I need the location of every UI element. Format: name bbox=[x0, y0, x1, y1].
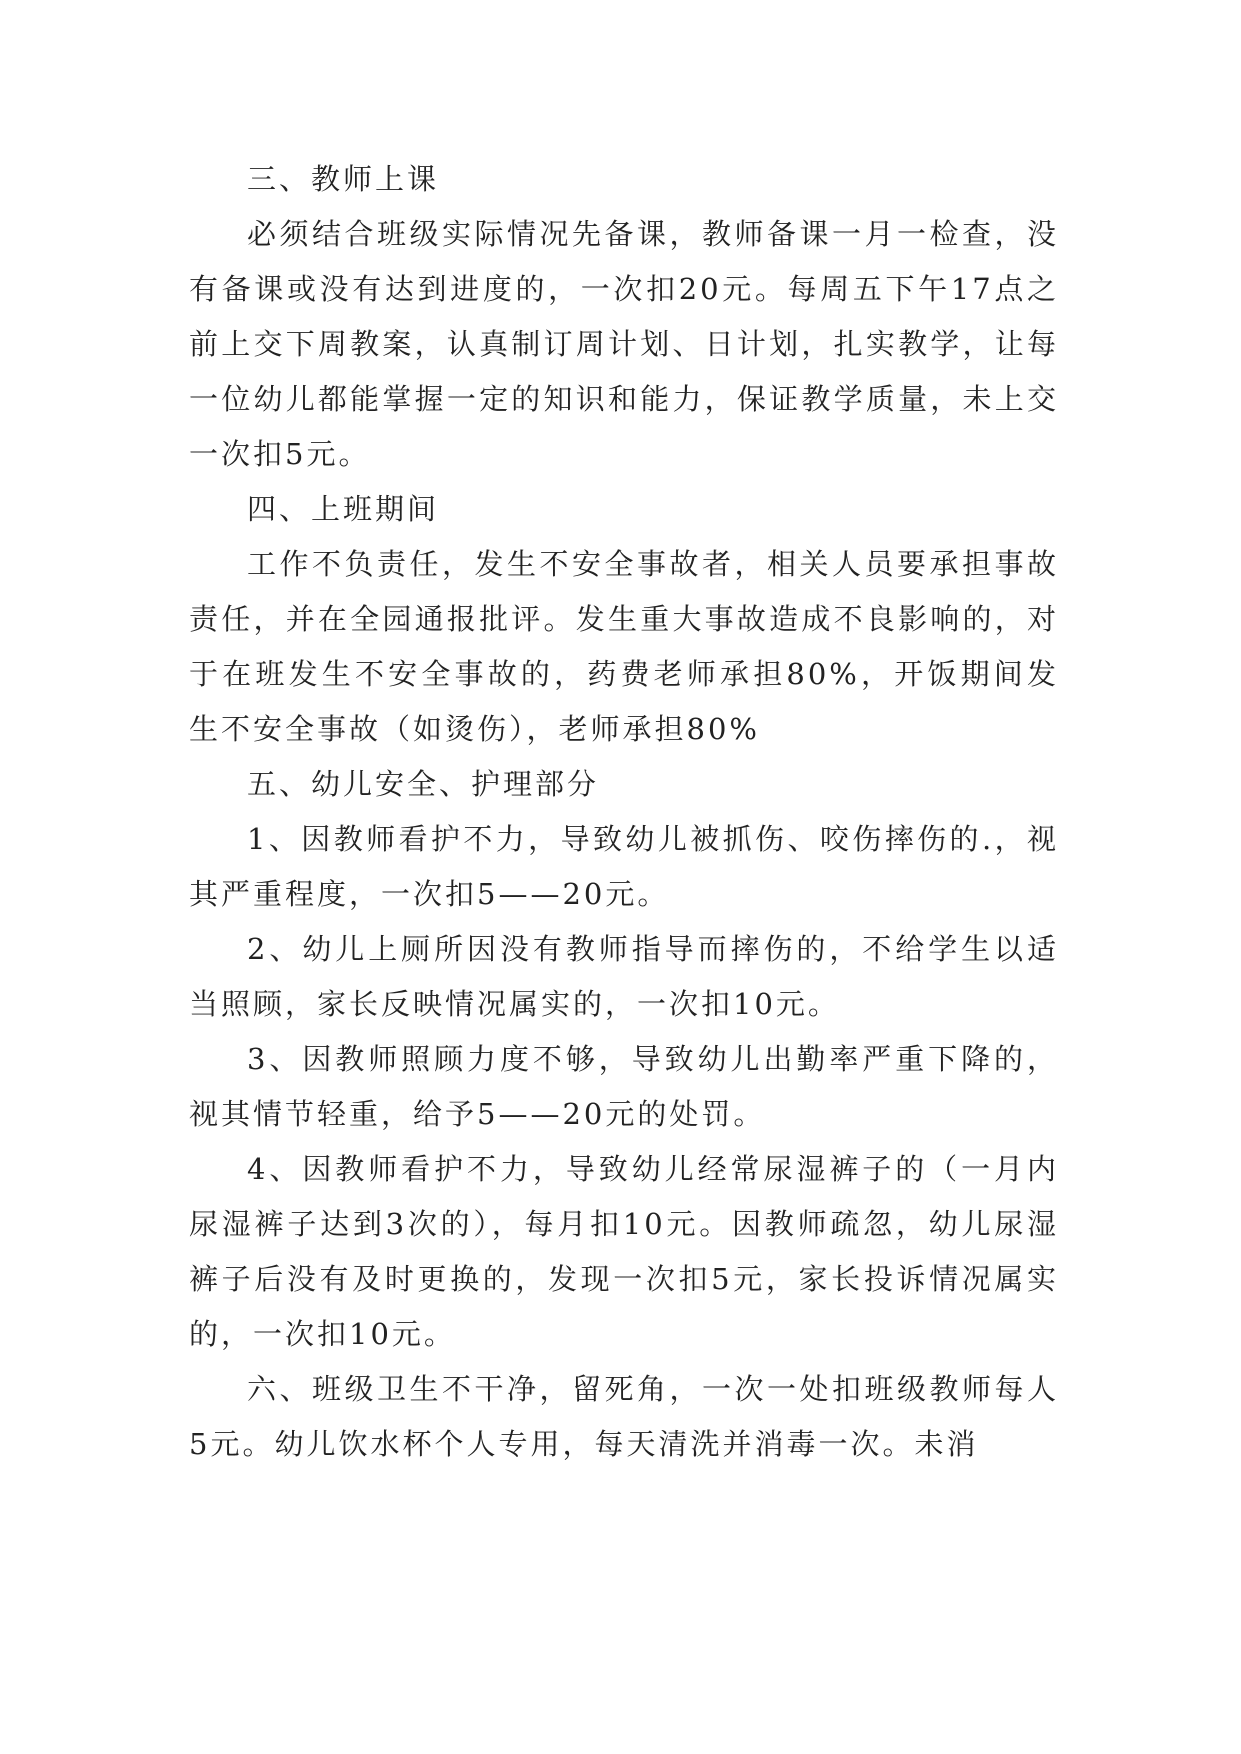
section-heading-4: 四、上班期间 bbox=[247, 492, 440, 526]
paragraph-safety-2: 2、幼儿上厕所因没有教师指导而摔伤的，不给学生以适当照顾，家长反映情况属实的，一次扣10元。 bbox=[189, 932, 1059, 1021]
section-heading-5: 五、幼儿安全、护理部分 bbox=[247, 767, 600, 801]
paragraph-hygiene-6: 六、班级卫生不干净，留死角，一次一处扣班级教师每人5元。幼儿饮水杯个人专用，每天清洗并消毒一次。未消 bbox=[189, 1372, 1059, 1461]
paragraph-safety-3: 3、因教师照顾力度不够，导致幼儿出勤率严重下降的，视其情节轻重，给予5——20元的处罚。 bbox=[189, 1042, 1059, 1131]
paragraph-safety-4: 4、因教师看护不力，导致幼儿经常尿湿裤子的（一月内尿湿裤子达到3次的），每月扣10元。因教师疏忽，幼儿尿湿裤子后没有及时更换的，发现一次扣5元，家长投诉情况属实的，一次扣10元。 bbox=[189, 1152, 1059, 1351]
paragraph-safety-1: 1、因教师看护不力，导致幼儿被抓伤、咬伤摔伤的.，视其严重程度，一次扣5——20元。 bbox=[189, 822, 1059, 911]
document-body bbox=[189, 152, 1059, 1472]
section-heading-3: 三、教师上课 bbox=[247, 162, 440, 196]
paragraph-lesson-prep: 必须结合班级实际情况先备课，教师备课一月一检查，没有备课或没有达到进度的，一次扣20元。每周五下午17点之前上交下周教案，认真制订周计划、日计划，扎实教学，让每一位幼儿都能掌握一定的知识和能力，保证教学质量，未上交一次扣5元。 bbox=[189, 217, 1059, 471]
paragraph-work-duty: 工作不负责任，发生不安全事故者，相关人员要承担事故责任，并在全园通报批评。发生重大事故造成不良影响的，对于在班发生不安全事故的，药费老师承担80%，开饭期间发生不安全事故（如烫伤），老师承担80% bbox=[189, 547, 1059, 746]
